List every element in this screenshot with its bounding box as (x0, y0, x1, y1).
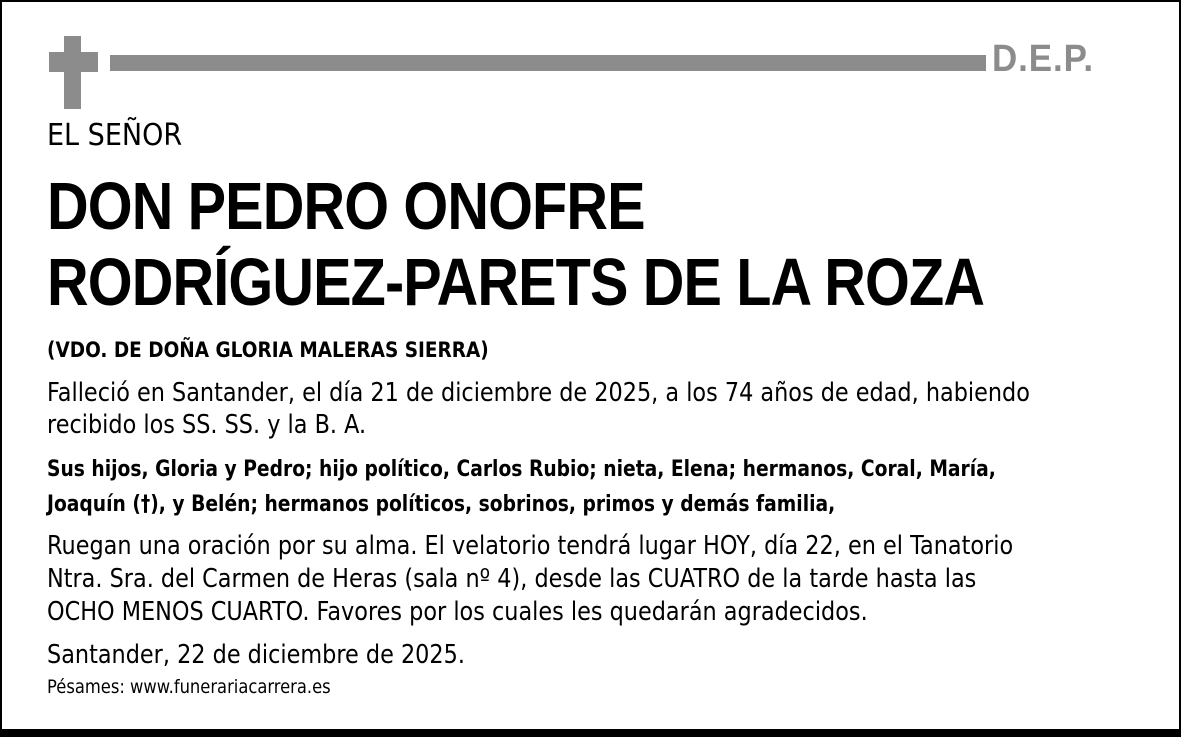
deceased-name-line2: RODRÍGUEZ-PARETS DE LA ROZA (47, 245, 985, 320)
place-date: Santander, 22 de diciembre de 2025. (47, 640, 465, 670)
condolences-link[interactable]: Pésames: www.funerariacarrera.es (47, 676, 331, 698)
header-rule (110, 55, 986, 71)
bottom-border (0, 729, 1181, 737)
text-line: Joaquín (†), y Belén; hermanos políticos, sobrinos, primos y demás familia, (47, 492, 836, 517)
death-paragraph (47, 377, 1030, 441)
widower-note: (VDO. DE DOÑA GLORIA MALERAS SIERRA) (47, 338, 489, 362)
dep-label: D.E.P. (992, 38, 1095, 80)
text-line: Ruegan una oración por su alma. El velatorio tendrá lugar HOY, día 22, en el Tanatorio (47, 531, 1014, 561)
text-line: recibido los SS. SS. y la B. A. (47, 410, 367, 440)
text-line: OCHO MENOS CUARTO. Favores por los cuales les quedarán agradecidos. (47, 597, 868, 627)
deceased-name-line1: DON PEDRO ONOFRE (47, 169, 645, 244)
text-line: Sus hijos, Gloria y Pedro; hijo político, Carlos Rubio; nieta, Elena; hermanos, Coral, María, (47, 457, 996, 482)
cross-horizontal (49, 52, 98, 72)
request-paragraph (47, 530, 1013, 629)
cross-vertical (64, 36, 81, 109)
text-line: Falleció en Santander, el día 21 de diciembre de 2025, a los 74 años de edad, habiendo (47, 378, 1030, 408)
title-prefix: EL SEÑOR (47, 118, 183, 153)
text-line: Ntra. Sra. del Carmen de Heras (sala nº 4), desde las CUATRO de la tarde hasta las (47, 564, 977, 594)
family-paragraph (47, 452, 996, 522)
